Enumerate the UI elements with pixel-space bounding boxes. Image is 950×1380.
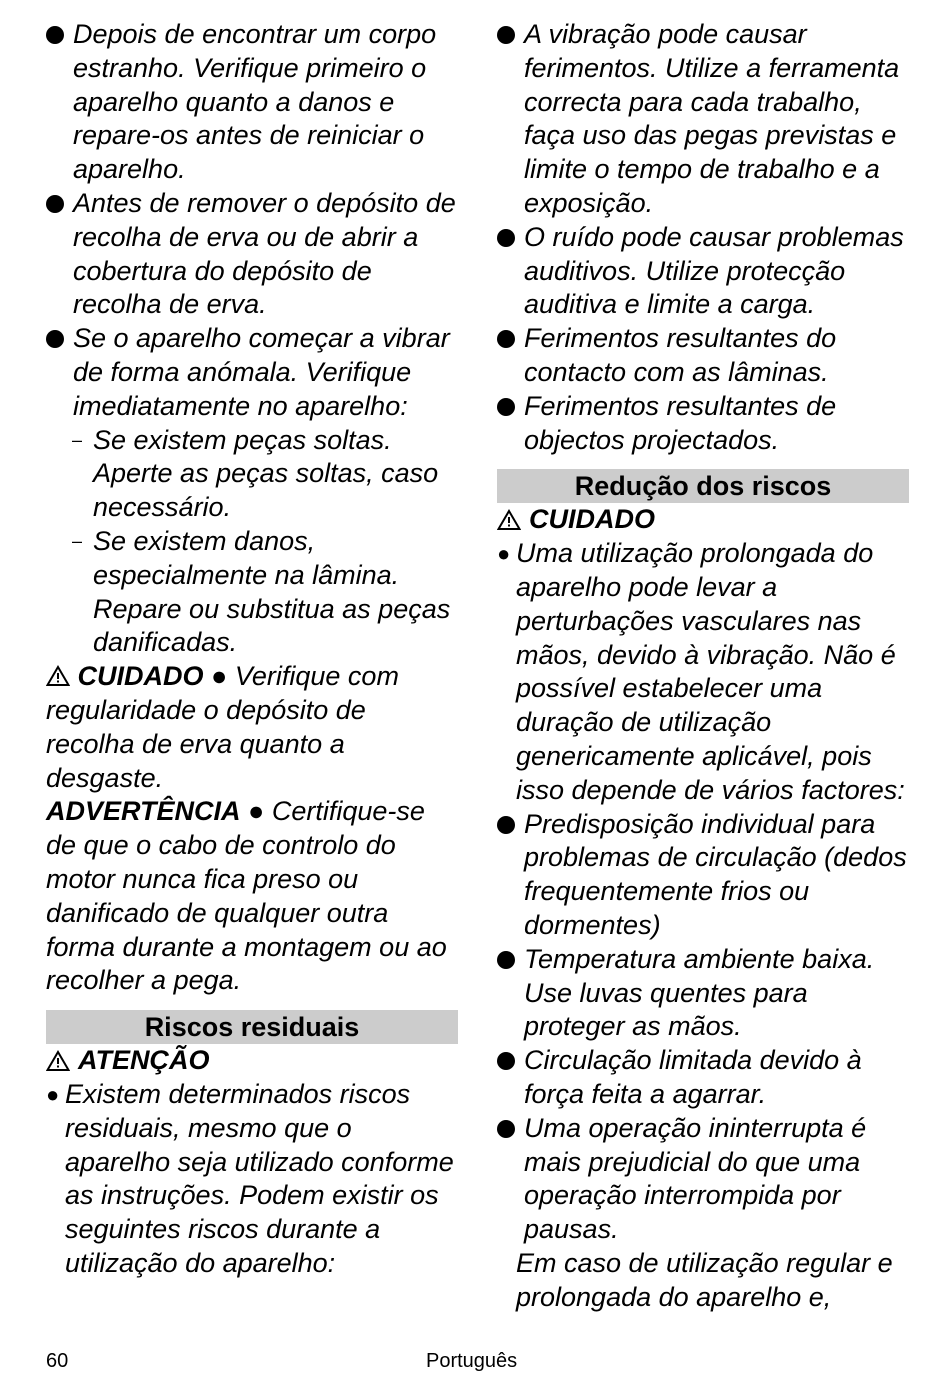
warning-triangle-icon xyxy=(46,665,70,687)
list-item-text: Se o aparelho começar a vibrar de forma anómala. Verifique imediatamente no aparelho: xyxy=(73,323,450,421)
advertencia-label: ADVERTÊNCIA xyxy=(46,796,241,827)
list-item-text: Ferimentos resultantes do contacto com as lâminas. xyxy=(524,323,837,387)
dash-icon: – xyxy=(72,429,83,450)
bullet-icon xyxy=(46,330,64,348)
bullet-icon: ● xyxy=(497,541,511,567)
section-heading: Riscos residuais xyxy=(46,1010,458,1044)
list-item xyxy=(497,322,909,390)
sub-list-item xyxy=(46,424,458,525)
closing-paragraph: Em caso de utilização regular e prolongada do aparelho e, xyxy=(516,1247,893,1312)
bullet-icon xyxy=(497,951,515,969)
atencao-heading xyxy=(46,1044,458,1078)
cuidado-label: CUIDADO xyxy=(529,504,655,535)
bullet-icon xyxy=(497,229,515,247)
list-item xyxy=(497,943,909,1044)
dash-icon: – xyxy=(72,530,83,551)
bullet-icon xyxy=(497,1052,515,1070)
list-item xyxy=(46,18,458,187)
list-item-text: A vibração pode causar ferimentos. Utilize a ferramenta correcta para cada trabalho, faça uso das pegas previstas e limite o tempo de trabalho e a exposição. xyxy=(524,19,900,218)
sub-list-item-text: Se existem peças soltas. Aperte as peças soltas, caso necessário. xyxy=(93,424,439,523)
sub-list-item xyxy=(46,525,458,660)
list-item xyxy=(497,1044,909,1112)
list-item-text: O ruído pode causar problemas auditivos. Utilize protecção auditiva e limite a carga. xyxy=(524,221,904,320)
list-item-text: Depois de encontrar um corpo estranho. Verifique primeiro o aparelho quanto a danos e repare-os antes de reiniciar o aparelho. xyxy=(73,19,437,185)
footer-language: Português xyxy=(426,1350,518,1372)
list-item xyxy=(497,390,909,458)
list-item-text: Antes de remover o depósito de recolha de erva ou de abrir a cobertura do depósito de recolha de erva. xyxy=(73,187,456,320)
list-item-text: Circulação limitada devido à força feita a agarrar. xyxy=(524,1045,862,1109)
list-item-text: Uma utilização prolongada do aparelho pode levar a perturbações vasculares nas mãos, devido à vibração. Não é possível estabelecer uma duração de utilização genericamente aplicável, pois isso depende de vários factores: xyxy=(516,538,905,805)
list-item xyxy=(497,18,909,221)
advertencia-paragraph: ADVERTÊNCIA ● Certifique-se de que o cabo de controlo do motor nunca fica preso ou danificado de qualquer outra forma durante a montagem ou ao recolher a pega. xyxy=(46,796,447,996)
right-column xyxy=(497,18,909,1314)
list-item-text: Ferimentos resultantes de objectos projectados. xyxy=(524,390,837,455)
list-item xyxy=(497,1112,909,1247)
bullet-icon xyxy=(497,330,515,348)
bullet-icon xyxy=(497,1120,515,1138)
bullet-icon xyxy=(497,398,515,416)
list-item-text: Existem determinados riscos residuais, mesmo que o aparelho seja utilizado conforme as instruções. Podem existir os seguintes riscos durante a utilização do aparelho: xyxy=(65,1078,454,1278)
warning-triangle-icon xyxy=(46,1050,70,1072)
list-item xyxy=(46,187,458,322)
list-item xyxy=(497,537,909,807)
list-item xyxy=(46,322,458,423)
bullet-icon xyxy=(497,26,515,44)
list-item xyxy=(497,221,909,322)
list-item xyxy=(497,808,909,943)
warning-triangle-icon xyxy=(497,509,521,531)
list-item-text: Predisposição individual para problemas de circulação (dedos frequentemente frios ou dormentes) xyxy=(524,808,907,940)
atencao-label: ATENÇÃO xyxy=(78,1045,210,1076)
cuidado-text: Verifique com regularidade o depósito de recolha de erva quanto a desgaste. xyxy=(46,661,399,793)
advertencia-text: Certifique-se de que o cabo de controlo do motor nunca fica preso ou danificado de qualquer outra forma durante a montagem ou ao recolher a pega. xyxy=(46,796,447,996)
cuidado-heading xyxy=(497,503,909,537)
bullet-icon xyxy=(46,26,64,44)
bullet-icon xyxy=(497,816,515,834)
list-item xyxy=(46,1078,458,1281)
sub-list-item-text: Se existem danos, especialmente na lâmina. Repare ou substitua as peças danificadas. xyxy=(93,525,451,658)
list-item-text: Temperatura ambiente baixa. Use luvas quentes para proteger as mãos. xyxy=(524,943,875,1042)
list-item-text: Uma operação ininterrupta é mais prejudicial do que uma operação interrompida por pausas. xyxy=(524,1112,867,1245)
left-column xyxy=(46,18,458,1281)
bullet-icon: ● xyxy=(46,1081,60,1107)
section-heading: Redução dos riscos xyxy=(497,469,909,503)
cuidado-paragraph: CUIDADO ● Verifique com regularidade o depósito de recolha de erva quanto a desgaste. xyxy=(46,661,399,793)
page-number: 60 xyxy=(46,1350,69,1372)
cuidado-label: CUIDADO xyxy=(77,661,204,692)
bullet-icon xyxy=(46,195,64,213)
